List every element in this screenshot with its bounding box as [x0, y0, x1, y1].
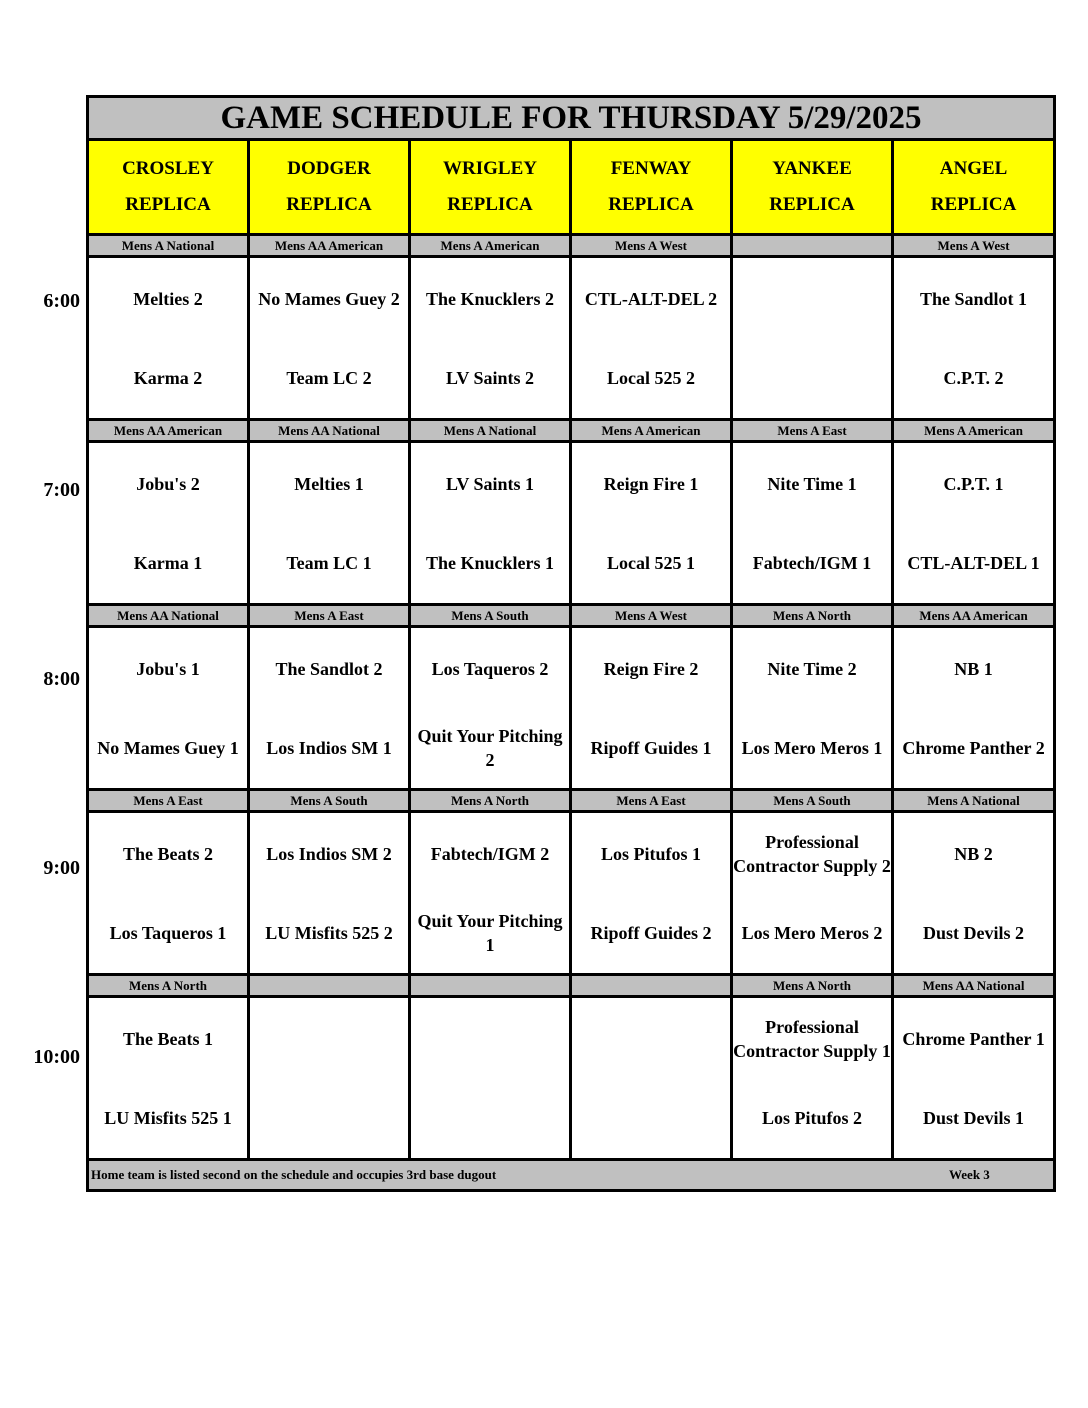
division-label: Mens A National — [893, 790, 1055, 812]
game-row — [88, 997, 1055, 1160]
away-team — [733, 258, 891, 340]
away-team: The Beats 2 — [123, 844, 213, 864]
game-cell — [410, 442, 571, 605]
division-label: Mens A North — [88, 975, 249, 997]
game-row — [88, 257, 1055, 420]
field-subtitle: REPLICA — [125, 194, 211, 215]
game-cell — [732, 442, 893, 605]
home-team: Karma 1 — [133, 553, 203, 573]
away-team: The Knucklers 2 — [425, 289, 554, 309]
week-label: Week 3 — [949, 1167, 990, 1182]
home-team: Los Taqueros 1 — [109, 923, 227, 943]
division-row — [88, 975, 1055, 997]
division-label: Mens A National — [410, 420, 571, 442]
time-label: 7:00 — [43, 479, 80, 501]
game-cell — [249, 997, 410, 1160]
home-team: Quit Your Pitching 2 — [417, 726, 563, 770]
page-title: GAME SCHEDULE FOR THURSDAY 5/29/2025 — [88, 97, 1055, 140]
game-cell — [410, 627, 571, 790]
field-subtitle: REPLICA — [769, 194, 855, 215]
home-team: Local 525 1 — [607, 553, 695, 573]
away-team: Nite Time 2 — [767, 659, 857, 679]
time-label: 8:00 — [43, 668, 80, 690]
home-team: Dust Devils 1 — [923, 1108, 1025, 1128]
game-cell — [571, 257, 732, 420]
away-team — [572, 998, 730, 1080]
division-label: Mens A East — [249, 605, 410, 627]
footer-row — [88, 1160, 1055, 1191]
game-cell — [410, 257, 571, 420]
away-team: Fabtech/IGM 2 — [430, 844, 550, 864]
home-team: Los Mero Meros 2 — [741, 923, 883, 943]
home-team: Ripoff Guides 2 — [590, 923, 712, 943]
field-subtitle: REPLICA — [447, 194, 533, 215]
away-team: Nite Time 1 — [767, 474, 857, 494]
home-team: Fabtech/IGM 1 — [752, 553, 872, 573]
division-label: Mens A American — [893, 420, 1055, 442]
game-cell — [893, 257, 1055, 420]
home-team: C.P.T. 2 — [943, 368, 1004, 388]
division-label: Mens A East — [732, 420, 893, 442]
division-label: Mens AA National — [893, 975, 1055, 997]
footer — [88, 1160, 1055, 1191]
game-cell — [571, 442, 732, 605]
away-team: LV Saints 1 — [445, 474, 535, 494]
division-row — [88, 235, 1055, 257]
division-label: Mens A West — [571, 235, 732, 257]
home-team: LU Misfits 525 1 — [104, 1108, 232, 1128]
division-label: Mens AA National — [88, 605, 249, 627]
home-team: Los Mero Meros 1 — [741, 738, 883, 758]
field-name: WRIGLEY — [443, 158, 537, 179]
away-team: Jobu's 1 — [136, 659, 200, 679]
game-cell — [249, 442, 410, 605]
away-team: Los Pitufos 1 — [600, 844, 701, 864]
division-label: Mens A South — [732, 790, 893, 812]
game-cell — [732, 812, 893, 975]
away-team: NB 2 — [954, 844, 993, 864]
division-label — [732, 235, 893, 257]
division-label: Mens A American — [410, 235, 571, 257]
home-team: LV Saints 2 — [445, 368, 535, 388]
home-team: Ripoff Guides 1 — [590, 738, 712, 758]
field-name: DODGER — [287, 158, 371, 179]
home-team: Los Indios SM 1 — [266, 738, 392, 758]
field-header — [732, 140, 893, 235]
away-team: Melties 2 — [133, 289, 203, 309]
home-team: Team LC 1 — [286, 553, 372, 573]
game-cell — [88, 257, 249, 420]
field-name: YANKEE — [772, 158, 852, 179]
field-name: CROSLEY — [122, 158, 214, 179]
game-cell — [732, 997, 893, 1160]
division-label: Mens A South — [410, 605, 571, 627]
away-team: Los Taqueros 2 — [431, 659, 549, 679]
division-label: Mens AA American — [893, 605, 1055, 627]
game-row — [88, 442, 1055, 605]
game-row — [88, 627, 1055, 790]
away-team: Professional Contractor Supply 1 — [733, 1017, 891, 1061]
home-team — [733, 340, 891, 416]
away-team — [411, 998, 569, 1080]
game-cell — [88, 997, 249, 1160]
home-team: Karma 2 — [133, 368, 203, 388]
division-label: Mens AA National — [249, 420, 410, 442]
field-header — [88, 140, 249, 235]
game-cell — [732, 627, 893, 790]
field-subtitle: REPLICA — [608, 194, 694, 215]
division-label — [410, 975, 571, 997]
division-label: Mens A South — [249, 790, 410, 812]
home-team: LU Misfits 525 2 — [265, 923, 393, 943]
game-cell — [249, 812, 410, 975]
home-team: Quit Your Pitching 1 — [417, 911, 563, 955]
away-team: The Sandlot 1 — [920, 289, 1028, 309]
game-cell — [410, 812, 571, 975]
home-team: Los Pitufos 2 — [761, 1108, 862, 1128]
away-team: No Mames Guey 2 — [258, 289, 400, 309]
away-team: Reign Fire 1 — [603, 474, 699, 494]
division-label: Mens A American — [571, 420, 732, 442]
field-name: ANGEL — [939, 158, 1008, 179]
away-team: Chrome Panther 1 — [902, 1029, 1045, 1049]
game-cell — [571, 627, 732, 790]
division-label: Mens AA American — [88, 420, 249, 442]
division-row — [88, 420, 1055, 442]
field-header — [893, 140, 1055, 235]
time-label: 9:00 — [43, 857, 80, 879]
away-team: Reign Fire 2 — [603, 659, 699, 679]
home-team — [411, 1080, 569, 1156]
game-cell — [732, 257, 893, 420]
division-label: Mens A East — [571, 790, 732, 812]
division-row — [88, 790, 1055, 812]
field-header — [249, 140, 410, 235]
game-cell — [249, 257, 410, 420]
home-team: CTL-ALT-DEL 1 — [907, 553, 1040, 573]
game-cell — [893, 812, 1055, 975]
home-team: The Knucklers 1 — [425, 553, 554, 573]
game-cell — [893, 442, 1055, 605]
time-label: 6:00 — [43, 290, 80, 312]
home-team: No Mames Guey 1 — [97, 738, 239, 758]
home-team: Team LC 2 — [286, 368, 372, 388]
away-team: C.P.T. 1 — [943, 474, 1004, 494]
time-label: 10:00 — [33, 1046, 80, 1068]
division-label: Mens A North — [732, 605, 893, 627]
division-label: Mens A North — [732, 975, 893, 997]
division-label — [571, 975, 732, 997]
game-cell — [893, 627, 1055, 790]
division-label: Mens AA American — [249, 235, 410, 257]
game-cell — [571, 812, 732, 975]
game-row — [88, 812, 1055, 975]
field-subtitle: REPLICA — [286, 194, 372, 215]
game-cell — [88, 442, 249, 605]
game-cell — [893, 997, 1055, 1160]
game-cell — [249, 627, 410, 790]
home-team — [250, 1080, 408, 1156]
game-cell — [571, 997, 732, 1160]
game-cell — [88, 627, 249, 790]
away-team: Professional Contractor Supply 2 — [733, 832, 891, 876]
schedule-table — [86, 95, 1056, 1192]
field-header — [410, 140, 571, 235]
home-team: Dust Devils 2 — [923, 923, 1025, 943]
schedule-sheet — [86, 95, 1053, 1192]
away-team: CTL-ALT-DEL 2 — [584, 289, 718, 309]
home-team: Chrome Panther 2 — [902, 738, 1045, 758]
home-team — [572, 1080, 730, 1156]
field-name: FENWAY — [610, 158, 692, 179]
division-label — [249, 975, 410, 997]
away-team: Los Indios SM 2 — [266, 844, 392, 864]
field-header — [571, 140, 732, 235]
footer-note: Home team is listed second on the schedule and occupies 3rd base dugout — [91, 1167, 497, 1182]
away-team: NB 1 — [954, 659, 993, 679]
division-row — [88, 605, 1055, 627]
away-team — [250, 998, 408, 1080]
division-label: Mens A East — [88, 790, 249, 812]
division-label: Mens A National — [88, 235, 249, 257]
division-label: Mens A West — [893, 235, 1055, 257]
field-header-row — [88, 140, 1055, 235]
field-subtitle: REPLICA — [930, 194, 1017, 215]
away-team: Jobu's 2 — [136, 474, 200, 494]
away-team: The Beats 1 — [123, 1029, 213, 1049]
game-cell — [88, 812, 249, 975]
division-label: Mens A North — [410, 790, 571, 812]
away-team: Melties 1 — [294, 474, 364, 494]
game-cell — [410, 997, 571, 1160]
division-label: Mens A West — [571, 605, 732, 627]
away-team: The Sandlot 2 — [275, 659, 383, 679]
home-team: Local 525 2 — [607, 368, 695, 388]
